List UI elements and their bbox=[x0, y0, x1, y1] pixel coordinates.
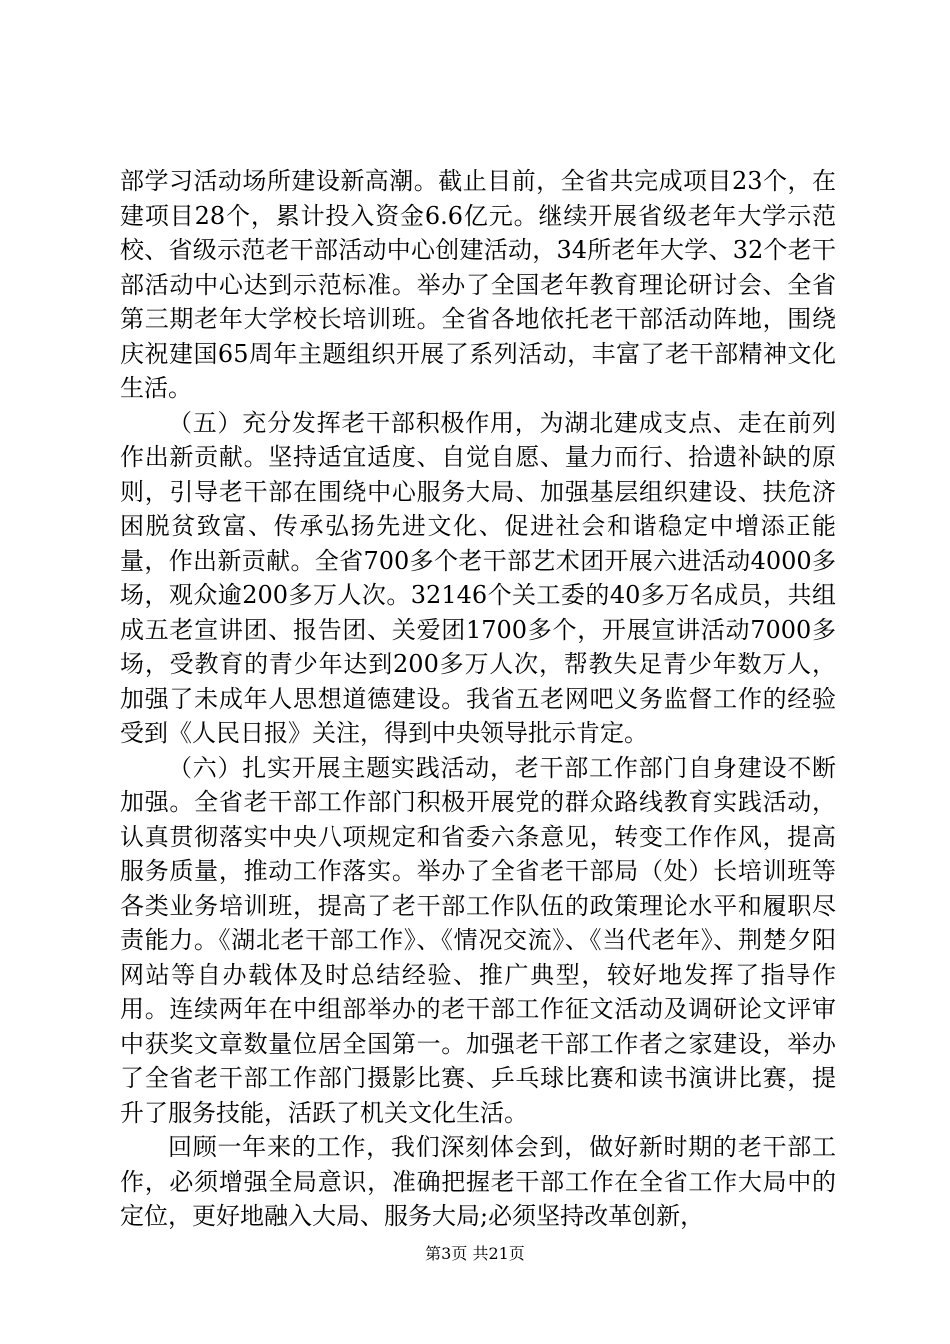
page-footer: 第3页 共21页 bbox=[425, 1244, 525, 1263]
paragraph-section-five: （五）充分发挥老干部积极作用，为湖北建成支点、走在前列作出新贡献。坚持适宜适度、自觉自愿、量力而行、拾遗补缺的原则，引导老干部在围绕中心服务大局、加强基层组织建设、扶危济困脱贫致富、传承弘扬先进文化、促进社会和谐稳定中增添正能量，作出新贡献。全省700多个老干部艺术团开展六进活动4000多场，观众逾200多万人次。32146个关工委的40多万名成员，共组成五老宣讲团、报告团、关爱团1700多个，开展宣讲活动7000多场，受教育的青少年达到200多万人次，帮教失足青少年数万人，加强了未成年人思想道德建设。我省五老网吧义务监督工作的经验受到《人民日报》关注，得到中央领导批示肯定。 bbox=[120, 408, 836, 747]
paragraph-continuation: 部学习活动场所建设新高潮。截止目前，全省共完成项目23个，在建项目28个，累计投入资金6.6亿元。继续开展省级老年大学示范校、省级示范老干部活动中心创建活动，34所老年大学、32个老干部活动中心达到示范标准。举办了全国老年教育理论研讨会、全省第三期老年大学校长培训班。全省各地依托老干部活动阵地，围绕庆祝建国65周年主题组织开展了系列活动，丰富了老干部精神文化生活。 bbox=[120, 167, 836, 402]
paragraph-review: 回顾一年来的工作，我们深刻体会到，做好新时期的老干部工作，必须增强全局意识，准确把握老干部工作在全省工作大局中的定位，更好地融入大局、服务大局;必须坚持改革创新， bbox=[120, 1133, 836, 1230]
document-body bbox=[120, 164, 836, 1234]
paragraph-section-six: （六）扎实开展主题实践活动，老干部工作部门自身建设不断加强。全省老干部工作部门积极开展党的群众路线教育实践活动，认真贯彻落实中央八项规定和省委六条意见，转变工作作风，提高服务质量，推动工作落实。举办了全省老干部局（处）长培训班等各类业务培训班，提高了老干部工作队伍的政策理论水平和履职尽责能力。《湖北老干部工作》、《情况交流》、《当代老年》、荆楚夕阳网站等自办载体及时总结经验、推广典型，较好地发挥了指导作用。连续两年在中组部举办的老干部工作征文活动及调研论文评审中获奖文章数量位居全国第一。加强老干部工作者之家建设，举办了全省老干部工作部门摄影比赛、乒乓球比赛和读书演讲比赛，提升了服务技能，活跃了机关文化生活。 bbox=[120, 753, 836, 1127]
